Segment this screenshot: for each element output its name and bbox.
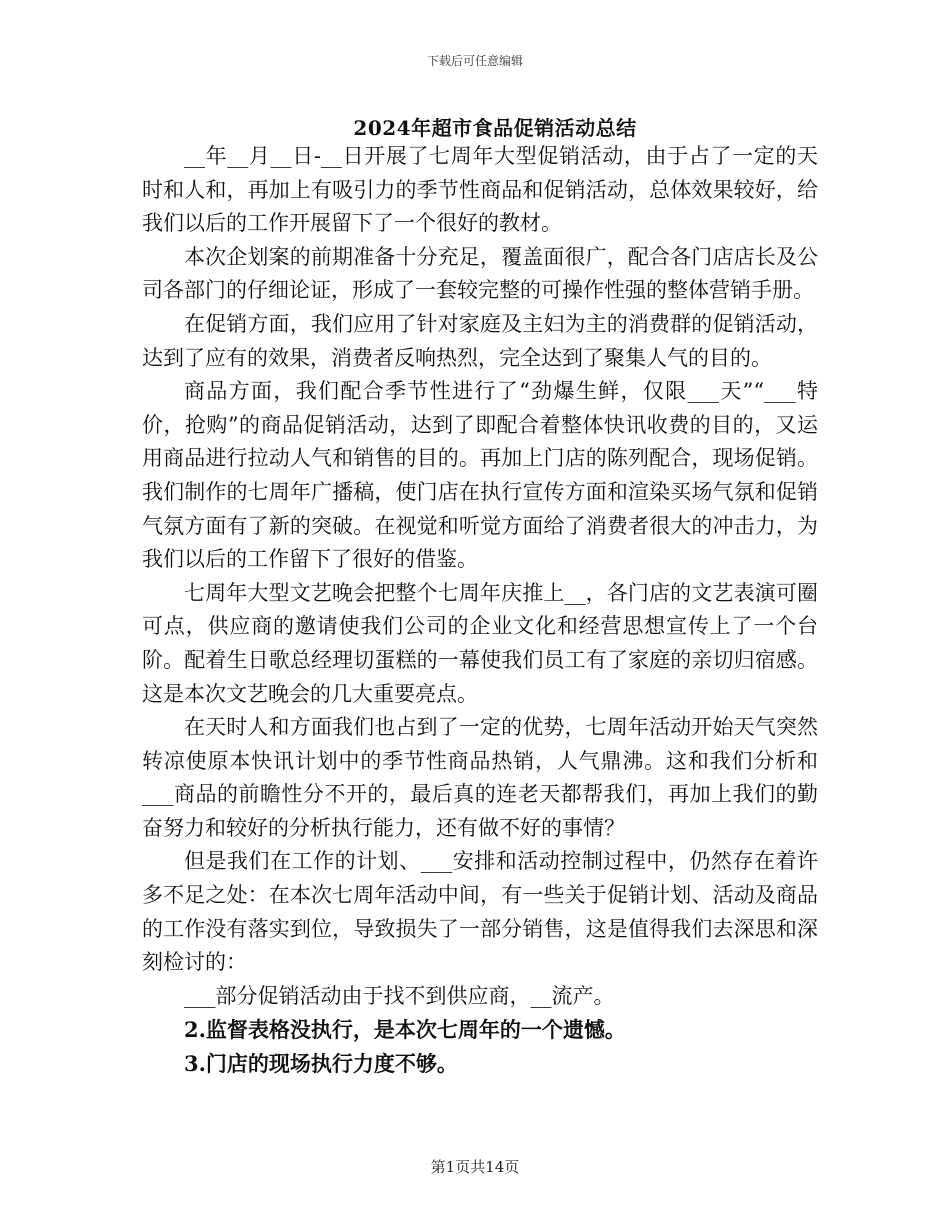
paragraph-8: ___部分促销活动由于找不到供应商，__流产。 [184, 983, 615, 1008]
paragraph-4: 商品方面，我们配合季节性进行了“劲爆生鲜，仅限___天”“___特价，抢购”的商品促销活动，达到了即配合着整体快讯收费的目的，又运用商品进行拉动人气和销售的目的。再加上门店的陈列配合，现场促销。我们制作的七周年广播稿，使门店在执行宣传方面和渲染买场气氛和促销气氛方面有了新的突破。在视觉和听觉方面给了消费者很大的冲击力，为我们以后的工作留下了很好的借鉴。 [142, 379, 818, 572]
paragraph-5: 七周年大型文艺晚会把整个七周年庆推上__，各门店的文艺表演可圈可点，供应商的邀请使我们公司的企业文化和经营思想宣传上了一个台阶。配着生日歌总经理切蛋糕的一幕使我们员工有了家庭的亲切归宿感。这是本次文艺晚会的几大重要亮点。 [142, 580, 818, 706]
page-number-footer: 第1页共14页 [430, 1158, 520, 1176]
document-title: 2024年超市食品促销活动总结 [353, 116, 637, 140]
document-body [142, 140, 818, 1081]
paragraph-3: 在促销方面，我们应用了针对家庭及主妇为主的消费群的促销活动，达到了应有的效果，消费者反响热烈，完全达到了聚集人气的目的。 [142, 311, 818, 370]
paragraph-1: __年__月__日-__日开展了七周年大型促销活动，由于占了一定的天时和人和，再加上有吸引力的季节性商品和促销活动，总体效果较好，给我们以后的工作开展留下了一个很好的教材。 [142, 144, 818, 236]
list-item-3: 3.门店的现场执行力度不够。 [184, 1051, 458, 1077]
page-header-note: 下载后可任意编辑 [426, 54, 523, 68]
paragraph-6: 在天时人和方面我们也占到了一定的优势，七周年活动开始天气突然转凉使原本快讯计划中的季节性商品热销，人气鼎沸。这和我们分析和___商品的前瞻性分不开的，最后真的连老天都帮我们，再加上我们的勤奋努力和较好的分析执行能力，还有做不好的事情？ [142, 715, 818, 840]
list-item-2: 2.监督表格没执行，是本次七周年的一个遗憾。 [184, 1017, 626, 1043]
paragraph-2: 本次企划案的前期准备十分充足，覆盖面很广，配合各门店店长及公司各部门的仔细论证，形成了一套较完整的可操作性强的整体营销手册。 [142, 244, 818, 303]
paragraph-7: 但是我们在工作的计划、___安排和活动控制过程中，仍然存在着许多不足之处：在本次七周年活动中间，有一些关于促销计划、活动及商品的工作没有落实到位，导致损失了一部分销售，这是值得我们去深思和深刻检讨的： [142, 849, 818, 975]
